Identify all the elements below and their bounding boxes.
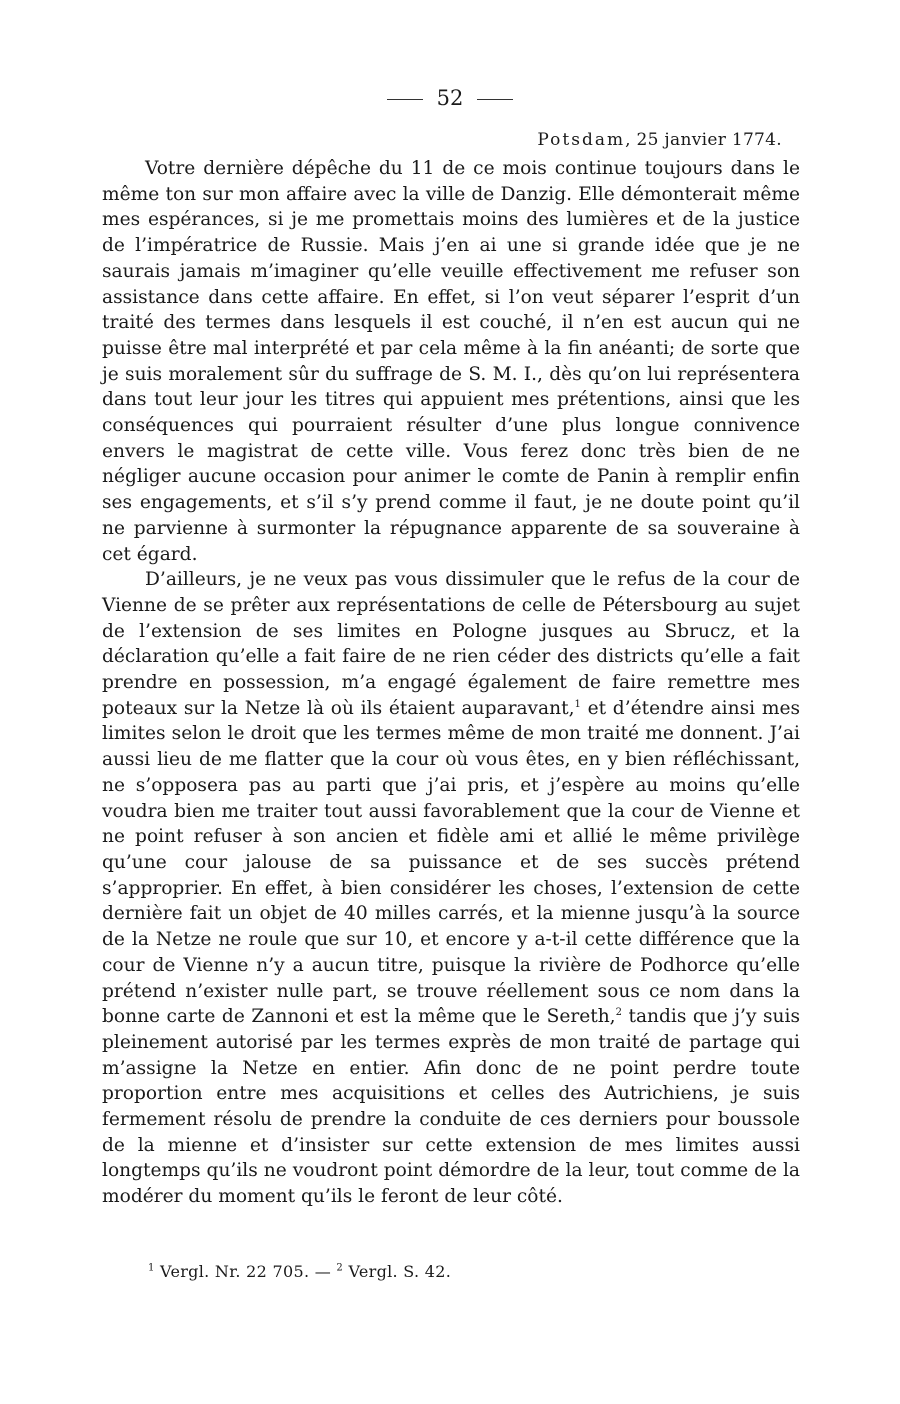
- footnote-text-2: Vergl. S. 42.: [343, 1262, 452, 1281]
- dateline: [537, 130, 782, 150]
- paragraph-2-part-3: tandis que j’y suis pleinement autorisé par les termes exprès de mon traité de partage qui m’assigne la Netze en entier. Afin donc de ne point perdre toute proportion entre mes acquisitions et celles des Autrichiens, je suis fermement résolu de prendre la conduite de ces derniers pour boussole de la mienne et d’insister sur cette extension de mes limites aussi longtemps qu’ils ne voudront point démordre de la leur, tout comme de la modérer du moment qu’ils le feront de leur côté.: [102, 1006, 800, 1208]
- page-header: [0, 86, 900, 110]
- header-rule-left: [387, 99, 423, 100]
- dateline-date: , 25 janvier 1774.: [625, 130, 782, 150]
- letter-body: [102, 156, 800, 1210]
- footnote-mark-2: 2: [336, 1262, 344, 1274]
- paragraph-2-part-1: D’ailleurs, je ne veux pas vous dissimuler que le refus de la cour de Vienne de se prêter aux représentations de celle de Pétersbourg au sujet de l’extension de ses limites en Pologne jusques au Sbrucz, et la déclaration qu’elle a fait faire de ne rien céder des districts qu’elle a fait prendre en possession, m’a engagé également de faire remettre mes poteaux sur la Netze là où ils étaient auparavant,: [102, 569, 800, 719]
- footnote-ref-2: 2: [615, 1007, 622, 1019]
- footnote-text-1: Vergl. Nr. 22 705. —: [154, 1262, 337, 1281]
- footnotes: [148, 1262, 451, 1281]
- dateline-place: Potsdam: [537, 130, 626, 150]
- page-number: 52: [436, 86, 464, 110]
- header-rule-right: [477, 99, 513, 100]
- paragraph-1: Votre dernière dépêche du 11 de ce mois continue toujours dans le même ton sur mon affaire avec la ville de Danzig. Elle démonterait même mes espérances, si je me promettais moins des lumières et de la justice de l’impératrice de Russie. Mais j’en ai une si grande idée que je ne saurais jamais m’imaginer qu’elle veuille effectivement me refuser son assistance dans cette affaire. En effet, si l’on veut séparer l’esprit d’un traité des termes dans lesquels il est couché, il n’en est aucun qui ne puisse être mal interprété et par cela même à la fin anéanti; de sorte que je suis moralement sûr du suffrage de S. M. I., dès qu’on lui représentera dans tout leur jour les titres qui appuient mes prétentions, ainsi que les conséquences qui pourraient résulter d’une plus longue connivence envers le magistrat de cette ville. Vous ferez donc très bien de ne négliger aucune occasion pour animer le comte de Panin à remplir enfin ses engagements, et s’il s’y prend comme il faut, je ne doute point qu’il ne parvienne à surmonter la répugnance apparente de sa souveraine à cet égard.: [102, 158, 800, 565]
- footnote-mark-1: 1: [148, 1262, 155, 1274]
- paragraph-2-part-2: et d’étendre ainsi mes limites selon le droit que les termes même de mon traité me donnent. J’ai aussi lieu de me flatter que la cour où vous êtes, en y bien réfléchissant, ne s’opposera pas au parti que j’ai pris, et j’espère au moins qu’elle voudra bien me traiter tout aussi favorablement que la cour de Vienne et ne point refuser à son ancien et fidèle ami et allié le même privilège qu’une cour jalouse de sa puissance et de ses succès prétend s’approprier. En effet, à bien considérer les choses, l’extension de cette dernière fait un objet de 40 milles carrés, et la mienne jusqu’à la source de la Netze ne roule que sur 10, et encore y a-t-il cette différence que la cour de Vienne n’y a aucun titre, puisque la rivière de Podhorce qu’elle prétend n’exister nulle part, se trouve réellement sous ce nom dans la bonne carte de Zannoni et est la même que le Sereth,: [102, 697, 800, 1028]
- footnote-ref-1: 1: [574, 698, 581, 710]
- paragraph-2: [102, 567, 800, 1210]
